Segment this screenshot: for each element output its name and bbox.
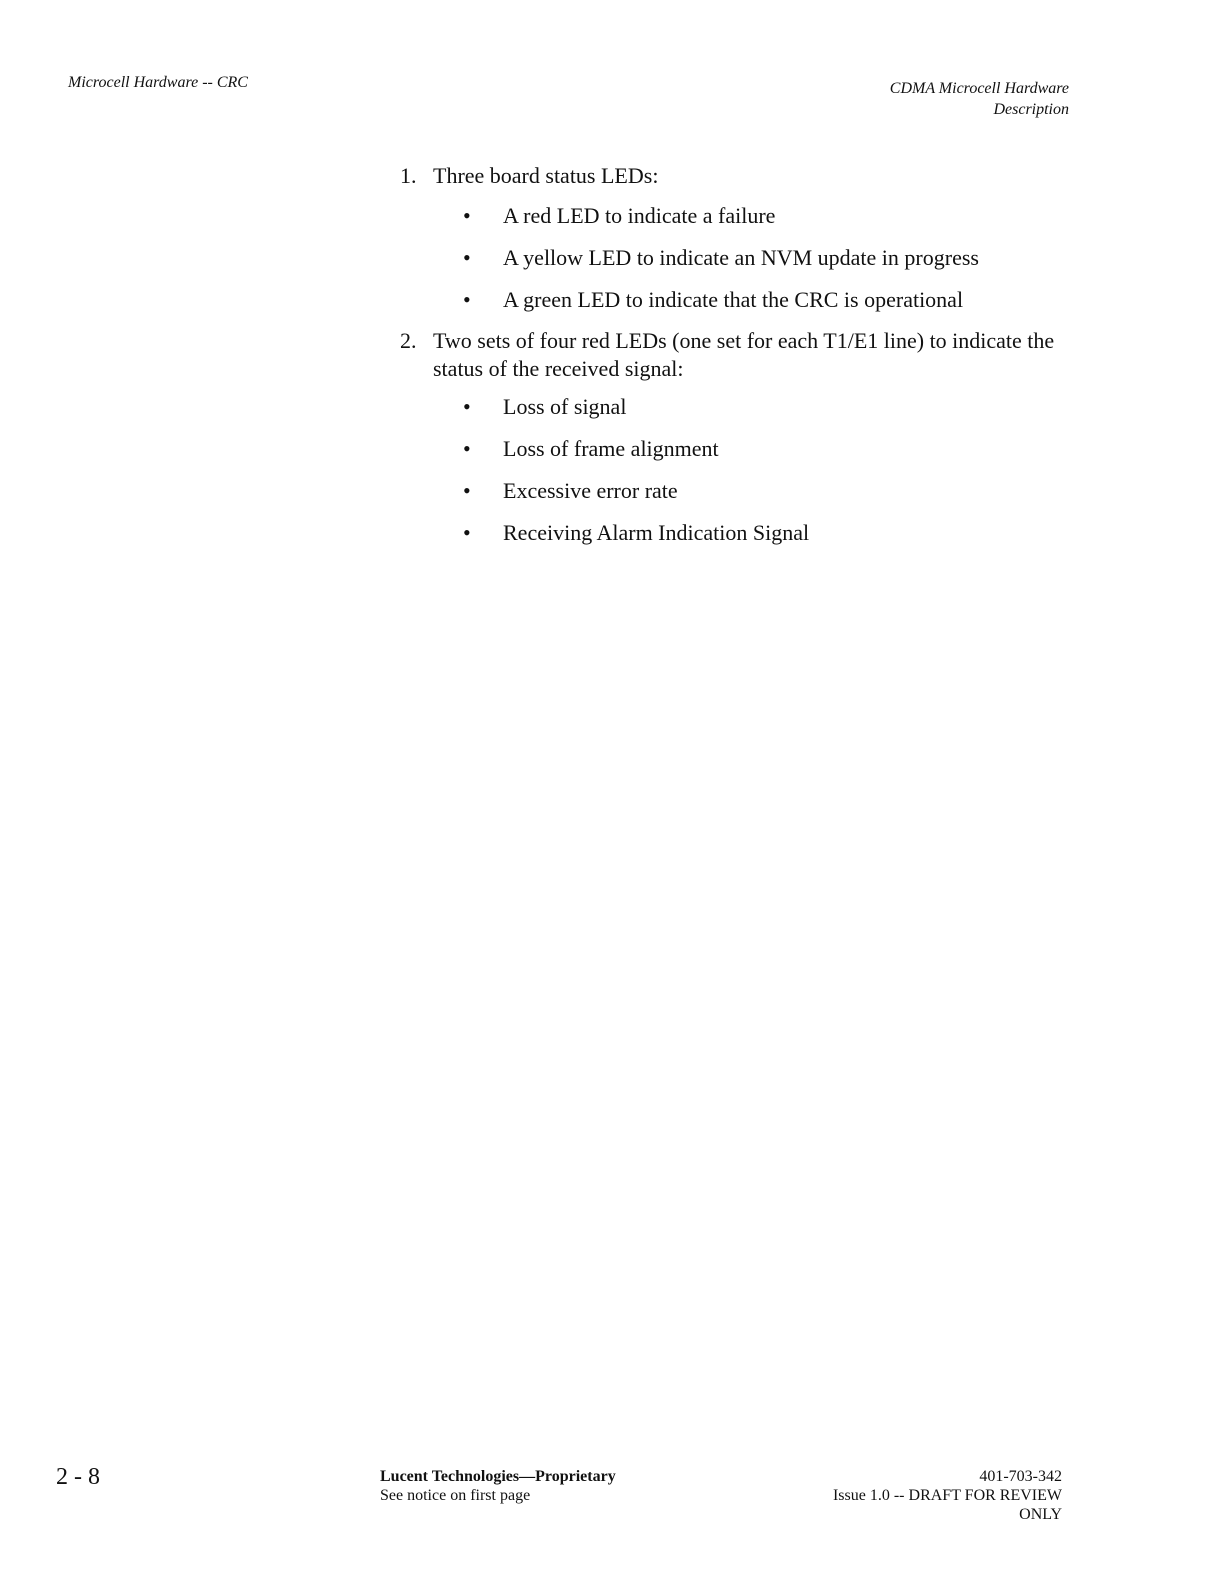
list-item-text: Two sets of four red LEDs (one set for each T1/E1 line) to indicate the status of the received signal: [433, 328, 1055, 381]
list-item [400, 162, 1080, 314]
bullet-text: A yellow LED to indicate an NVM update in progress [503, 245, 979, 270]
bullet-text: Excessive error rate [503, 478, 678, 503]
bullet-item [433, 286, 1080, 314]
running-header-right-line2: Description [993, 101, 1069, 118]
issue-line-cont: ONLY [1019, 1506, 1062, 1523]
list-item-text: Three board status LEDs: [433, 163, 659, 188]
running-header-right-line1: CDMA Microcell Hardware [889, 80, 1069, 97]
company-name: Lucent Technologies—Proprietary [380, 1468, 616, 1485]
bullet-text: A green LED to indicate that the CRC is operational [503, 287, 964, 312]
bullet-text: Receiving Alarm Indication Signal [503, 520, 810, 545]
bullet-icon: • [463, 287, 471, 312]
bullet-item [433, 244, 1080, 272]
doc-number: 401-703-342 [979, 1468, 1062, 1485]
bullet-icon: • [463, 478, 471, 503]
list-item-number: 1. [400, 163, 417, 188]
running-header-right [890, 78, 1069, 120]
bullet-text: A red LED to indicate a failure [503, 203, 776, 228]
bullet-item [433, 477, 1080, 505]
issue-line: Issue 1.0 -- DRAFT FOR REVIEW [832, 1487, 1062, 1504]
proprietary-notice [380, 1467, 616, 1505]
bullet-list [433, 393, 1080, 547]
document-id [833, 1467, 1062, 1524]
notice-text: See notice on first page [380, 1487, 531, 1504]
bullet-list [433, 202, 1080, 314]
bullet-item [433, 202, 1080, 230]
bullet-icon: • [463, 520, 471, 545]
bullet-icon: • [463, 394, 471, 419]
list-item-number: 2. [400, 328, 417, 353]
bullet-item [433, 519, 1080, 547]
page-number: 2 - 8 [56, 1464, 100, 1490]
running-header-left: Microcell Hardware -- CRC [68, 74, 248, 91]
bullet-icon: • [463, 203, 471, 228]
bullet-item [433, 393, 1080, 421]
bullet-item [433, 435, 1080, 463]
bullet-icon: • [463, 436, 471, 461]
list-item [400, 327, 1080, 547]
numbered-list [400, 162, 1080, 547]
bullet-text: Loss of signal [503, 394, 627, 419]
bullet-icon: • [463, 245, 471, 270]
bullet-text: Loss of frame alignment [503, 436, 719, 461]
